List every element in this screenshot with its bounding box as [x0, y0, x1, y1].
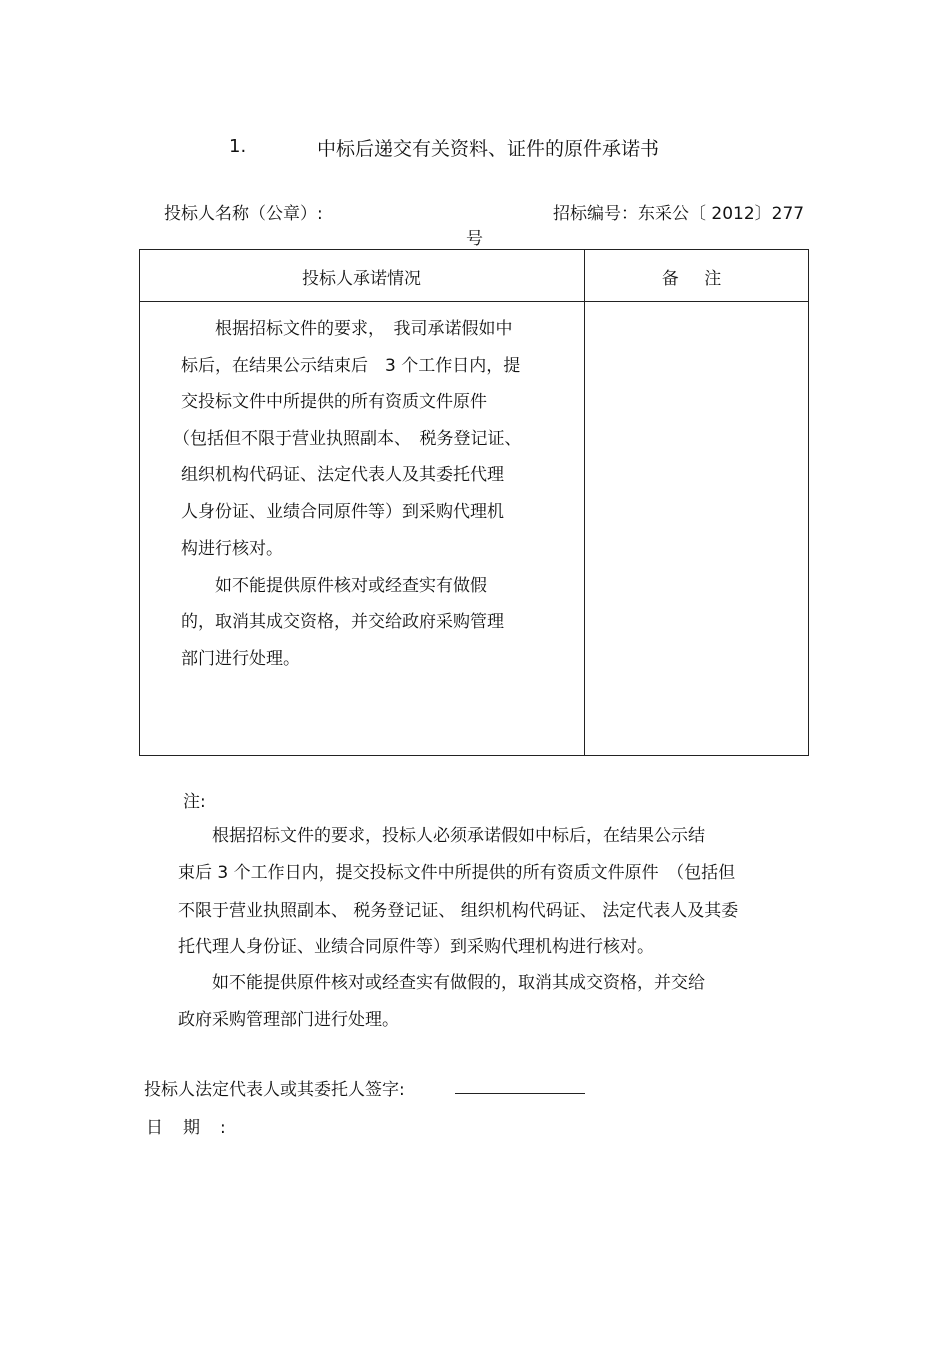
note-line: 政府采购管理部门进行处理。 [178, 1010, 399, 1030]
note-line: 不限于营业执照副本、 税务登记证、 组织机构代码证、 法定代表人及其委 [178, 901, 739, 921]
note-label: 注: [183, 792, 206, 812]
table-header-divider [139, 301, 809, 302]
commitment-line: 人身份证、业绩合同原件等）到采购代理机 [181, 502, 504, 522]
page-title: 中标后递交有关资料、证件的原件承诺书 [317, 138, 660, 160]
commitment-line: 交投标文件中所提供的所有资质文件原件 [181, 392, 487, 412]
commitment-header: 投标人承诺情况 [302, 269, 421, 289]
commitment-line: 组织机构代码证、法定代表人及其委托代理 [181, 465, 504, 485]
bid-number-suffix: 号 [466, 229, 483, 249]
commitment-line: 的，取消其成交资格，并交给政府采购管理 [181, 612, 504, 632]
commitment-line: （包括但不限于营业执照副本、 税务登记证、 [173, 429, 522, 449]
signature-line[interactable] [455, 1093, 585, 1094]
note-line: 束后 3 个工作日内，提交投标文件中所提供的所有资质文件原件 （包括但 [178, 863, 736, 883]
note-line: 根据招标文件的要求，投标人必须承诺假如中标后，在结果公示结 [178, 826, 705, 846]
commitment-line: 根据招标文件的要求， 我司承诺假如中 [181, 319, 513, 339]
commitment-line: 如不能提供原件核对或经查实有做假 [181, 576, 487, 596]
date-label: 日期: [146, 1118, 246, 1138]
bid-number: 招标编号：东采公〔 2012〕277 [553, 204, 805, 224]
table-column-divider [584, 249, 585, 756]
commitment-line: 标后，在结果公示结束后 3 个工作日内，提 [181, 356, 521, 376]
remarks-header: 备 注 [661, 269, 732, 289]
bidder-name-label: 投标人名称（公章）: [164, 204, 323, 224]
commitment-line: 部门进行处理。 [181, 649, 300, 669]
title-number: 1. [229, 136, 247, 157]
commitment-line: 构进行核对。 [181, 539, 283, 559]
note-line: 托代理人身份证、业绩合同原件等）到采购代理机构进行核对。 [178, 937, 654, 957]
signature-label: 投标人法定代表人或其委托人签字: [144, 1080, 405, 1100]
note-line: 如不能提供原件核对或经查实有做假的，取消其成交资格，并交给 [178, 973, 705, 993]
